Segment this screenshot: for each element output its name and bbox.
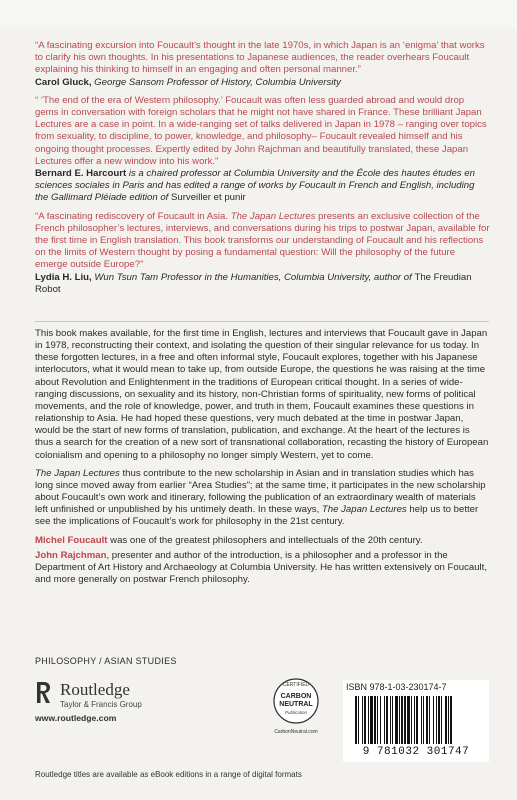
endorser-role: Wun Tsun Tam Professor in the Humanities, Columbia University, author of: [91, 271, 415, 283]
author-name: Michel Foucault: [35, 534, 108, 546]
barcode-bar: [414, 696, 415, 744]
barcode-bar: [358, 696, 359, 744]
author-bio-text: was one of the greatest philosophers and intellectuals of the 20th century.: [107, 534, 423, 546]
author-name: John Rajchman: [35, 549, 107, 561]
description-paragraph: [35, 328, 490, 462]
author-bio: [35, 535, 490, 547]
section-divider: [35, 321, 489, 322]
description-section: [35, 328, 490, 592]
routledge-r-icon: [35, 680, 52, 704]
barcode-bar: [386, 696, 388, 744]
publisher-name: Routledge: [60, 680, 130, 699]
description-text: thus contribute to the new scholarship in Asian and in translation studies which has long since moved away from earlier “Area Studies”; at the same time, it participates in the new scholarship about Foucault’s own work and itinerary, following the publication of an extraordinary wealth of materials left unfinished or unpublished by his untimely death. In these ways,: [35, 467, 486, 516]
praise-quote: [35, 211, 490, 272]
barcode-bar: [395, 696, 398, 744]
barcode-bar: [362, 696, 363, 744]
barcode-bar: [399, 696, 400, 744]
description-text: This book makes available, for the first time in English, lectures and interviews that Foucault gave in Japan in 1978, reconstructing their context, and isolating the question of their singular relevance for us today. In these forgotten lectures, in a free and often informal style, Foucault explores, together with his Japanese interlocutors, what it would mean to take up, from outside Europe, the questions he was raising at the time about Revolution and Enlightenment in the traditions of European critical thought. In a series of wide-ranging discussions, on sexuality and its history, non-Christian forms of spirituality, new forms of political movements, and the role of knowledge, power, and truth in them, Foucault examines these questions in relationship to Asia. He had hoped these questions, very much debated at the time in postwar Japan, would be the start of new forms of translation, publication, and exchange. At the heart of the lectures is thus a search for the creation of a new sort of transnational collaboration, recasting the history of European colonialism and opening to a philosophy no longer simply Western, yet to come.: [35, 328, 489, 461]
book-title: The Japan Lectures: [321, 504, 407, 516]
isbn-barcode: [343, 680, 489, 762]
praise-attribution: [35, 77, 490, 89]
barcode-digits: 9 781032 301747: [362, 746, 470, 758]
barcode-bar: [377, 696, 378, 744]
endorser-book-title: The Freudian Robot: [35, 271, 472, 295]
barcode-bar: [374, 696, 376, 744]
barcode-bar: [450, 696, 452, 744]
quote-text: “A fascinating rediscovery of Foucault in Asia.: [35, 210, 231, 222]
publisher-logo: [35, 680, 195, 730]
badge-top: CERTIFIED: [282, 682, 310, 688]
badge-line1: CARBON: [280, 693, 312, 700]
barcode-bar: [438, 696, 440, 744]
barcode-bar: [401, 696, 403, 744]
ebook-note: Routledge titles are available as eBook editions in a range of digital formats: [35, 770, 302, 779]
barcode-bar: [426, 696, 428, 744]
praise-quote: [35, 40, 490, 77]
praise-item: [35, 40, 490, 89]
book-title: The Japan Lectures: [35, 467, 120, 479]
barcode-bar: [445, 696, 447, 744]
barcode-bars: [355, 696, 477, 744]
barcode-bar: [416, 696, 418, 744]
barcode-bar: [364, 696, 366, 744]
barcode-bar: [390, 696, 391, 744]
endorser-role-title: Surveiller et punir: [171, 192, 246, 204]
badge-line3: Publication: [284, 710, 308, 715]
quote-book-title: The Japan Lectures: [230, 210, 316, 222]
barcode-bar: [421, 696, 422, 744]
top-band: [0, 0, 517, 28]
praise-attribution: [35, 168, 490, 205]
barcode-bar: [407, 696, 410, 744]
quote-text: presents an exclusive collection of the French philosopher’s lectures, interviews, and conversations during his trips to postwar Japan, available for the first time in English translation. This book transforms our understanding of Foucault and his reflections on the limits of Western thought by posing a fundamental question: Will the philosophy of the future emerge outside Europe?”: [35, 210, 490, 271]
badge-line2: NEUTRAL: [279, 701, 313, 708]
barcode-bar: [392, 696, 393, 744]
badge-site: CarbonNeutral.com: [274, 729, 318, 735]
publisher-url: www.routledge.com: [35, 713, 117, 723]
subject-category: PHILOSOPHY / ASIAN STUDIES: [35, 656, 177, 666]
author-bio-text: , presenter and author of the introduction, is a philosopher and a professor in the Department of Art History and Archaeology at Columbia University. He has written extensively on Foucault, and more generally on postwar French philosophy.: [35, 549, 488, 585]
barcode-bar: [370, 696, 373, 744]
praise-attribution: [35, 272, 490, 296]
endorser-name: Bernard E. Harcourt: [35, 168, 127, 180]
endorser-role: George Sansom Professor of History, Columbia University: [91, 76, 341, 88]
endorser-role: is a chaired professor at Columbia University and the École des hautes études en sciences sociales in Paris and has edited a range of works by Foucault in French and English, including the Gallimard Pléiade edition of: [35, 168, 475, 204]
barcode-bar: [355, 696, 357, 744]
barcode-bar: [380, 696, 381, 744]
quote-text: “A fascinating excursion into Foucault’s thought in the late 1970s, in which Japan is an ‘enigma’ that works to clarify his own thoughts. In his presentations to Japanese audiences, the reader overhears Foucault explaining his thinking to himself in an engaging and often personal manner.”: [35, 40, 485, 76]
endorser-name: Carol Gluck,: [35, 76, 92, 88]
barcode-bar: [368, 696, 369, 744]
praise-item: [35, 95, 490, 205]
barcode-bar: [429, 696, 430, 744]
endorser-name: Lydia H. Liu,: [35, 271, 92, 283]
quote-text: “ ‘The end of the era of Western philosophy.’ Foucault was often less guarded abroad and would drop gems in conversation with foreign scholars that he might not have shared in France. These brilliant Japan Lectures are a case in point. In a wide-ranging set of talks delivered in Japan in 1978 – ranging over topics from sexuality, to discipline, to power, knowledge, and philosophy– Foucault revealed himself and his ongoing thought processes. Expertly edited by John Rajchman and beautifully translated, these Japan Lectures offer a new window into his work.”: [35, 94, 487, 167]
barcode-bar: [441, 696, 442, 744]
barcode-bar: [411, 696, 412, 744]
barcode-bar: [448, 696, 449, 744]
barcode-bar: [423, 696, 424, 744]
barcode-bar: [404, 696, 406, 744]
praise-item: [35, 211, 490, 296]
barcode-bar: [384, 696, 385, 744]
isbn-label: ISBN 978-1-03-230174-7: [346, 682, 447, 692]
praise-section: [35, 40, 490, 302]
description-text: help us to better see the implications of Foucault’s work for philosophy in the 21st century.: [35, 504, 479, 528]
description-paragraph: [35, 468, 490, 529]
author-bio: [35, 550, 490, 586]
barcode-bar: [433, 696, 434, 744]
publisher-group: Taylor & Francis Group: [60, 700, 142, 709]
praise-quote: [35, 95, 490, 168]
carbon-neutral-badge: [266, 673, 326, 743]
barcode-bar: [436, 696, 437, 744]
